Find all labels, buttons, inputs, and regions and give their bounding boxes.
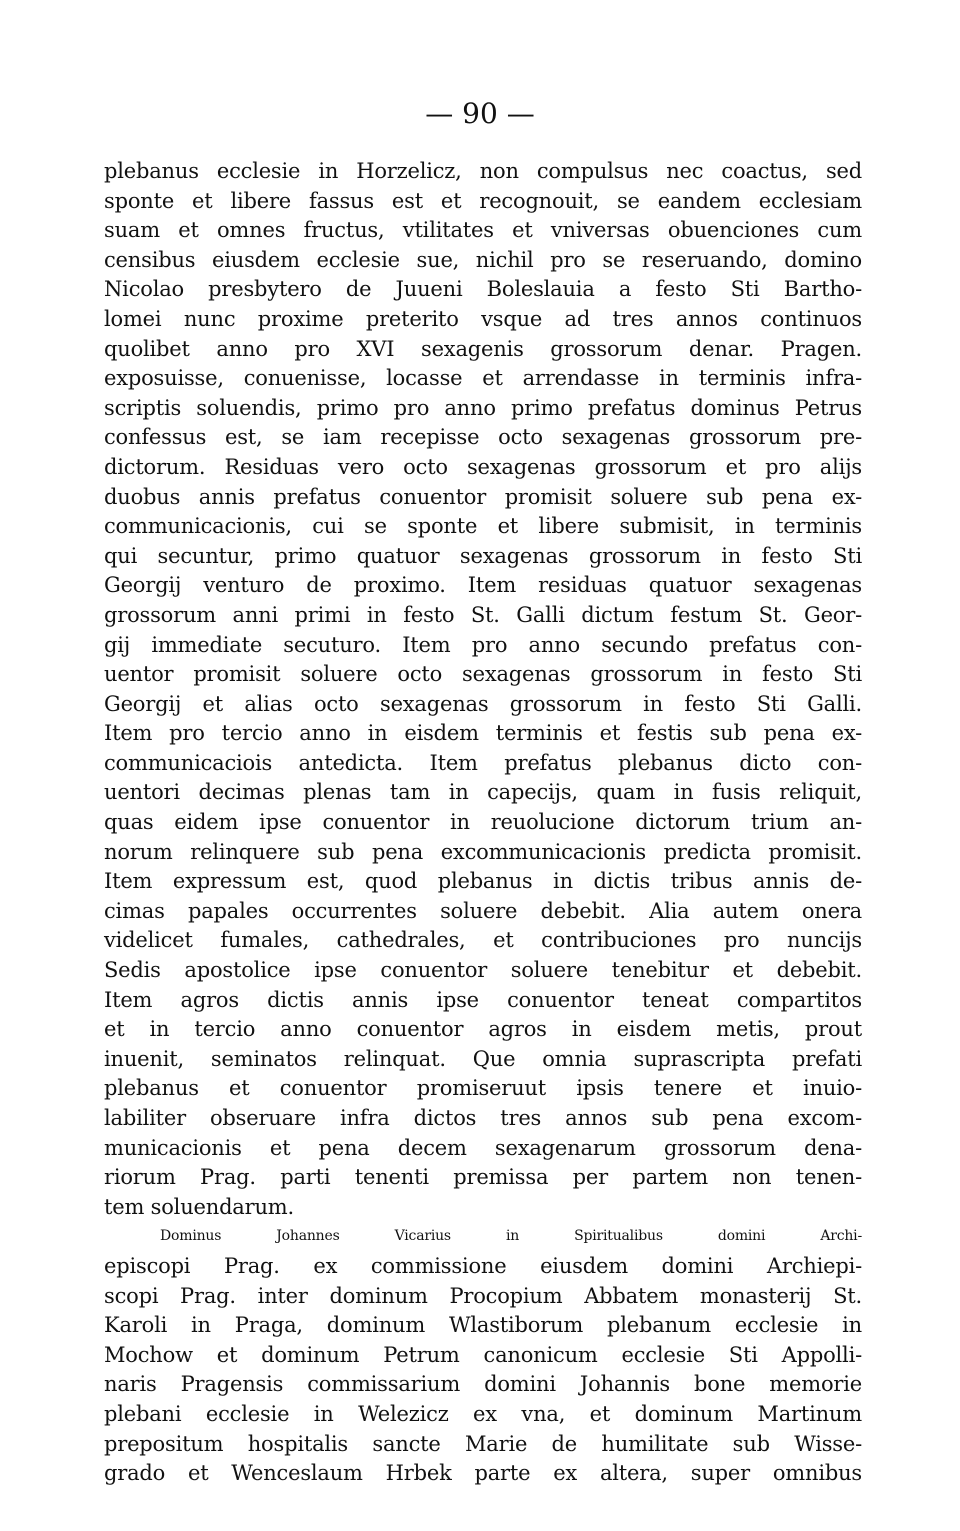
body-text xyxy=(104,157,862,1489)
text-line: plebanus et conuentor promiseruut ipsis tenere et inuio- xyxy=(104,1076,862,1101)
text-line: riorum Prag. parti tenenti premissa per partem non tenen- xyxy=(104,1165,862,1190)
text-line: gij immediate secuturo. Item pro anno secundo prefatus con- xyxy=(104,632,862,657)
page-number: — 90 — xyxy=(425,97,535,130)
text-line: communicaciois antedicta. Item prefatus plebanus dicto con- xyxy=(104,750,862,775)
text-line: labiliter obseruare infra dictos tres annos sub pena excom- xyxy=(104,1106,862,1130)
text-line: Dominus Johannes Vicarius in Spiritualibus domini Archi- xyxy=(160,1228,862,1245)
text-line: grado et Wenceslaum Hrbek parte ex altera, super omnibus xyxy=(104,1461,862,1486)
text-line: inuenit, seminatos relinquat. Que omnia suprascripta prefati xyxy=(104,1046,862,1071)
text-line: scriptis soluendis, primo pro anno primo prefatus dominus Petrus xyxy=(104,395,862,420)
text-line: Karoli in Praga, dominum Wlastiborum plebanum ecclesie in xyxy=(104,1313,862,1338)
text-line: et in tercio anno conuentor agros in eisdem metis, prout xyxy=(104,1017,862,1042)
text-line: plebani ecclesie in Welezicz ex vna, et dominum Martinum xyxy=(104,1401,862,1426)
text-line: uentori decimas plenas tam in capecijs, quam in fusis reliquit, xyxy=(104,780,862,805)
text-line: suam et omnes fructus, vtilitates et vniversas obuenciones cum xyxy=(104,218,862,243)
text-line: cimas papales occurrentes soluere debebit. Alia autem onera xyxy=(104,898,862,923)
text-line: scopi Prag. inter dominum Procopium Abbatem monasterij St. xyxy=(104,1283,862,1308)
text-line: lomei nunc proxime preterito vsque ad tres annos continuos xyxy=(104,306,862,331)
text-line: censibus eiusdem ecclesie sue, nichil pro se reseruando, domino xyxy=(104,247,862,272)
text-line: norum relinquere sub pena excommunicacionis predicta promisit. xyxy=(104,839,862,864)
text-line: qui secuntur, primo quatuor sexagenas grossorum in festo Sti xyxy=(104,543,862,568)
text-line: tem soluendarum. xyxy=(104,1194,294,1219)
text-line: uentor promisit soluere octo sexagenas grossorum in festo Sti xyxy=(104,662,862,687)
text-line: naris Pragensis commissarium domini Johannis bone memorie xyxy=(104,1372,862,1397)
text-line: duobus annis prefatus conuentor promisit soluere sub pena ex- xyxy=(104,484,862,509)
text-line: quolibet anno pro XVI sexagenis grossorum denar. Pragen. xyxy=(104,336,862,361)
text-line: dictorum. Residuas vero octo sexagenas grossorum et pro alijs xyxy=(104,454,862,479)
text-line: Georgij venturo de proximo. Item residuas quatuor sexagenas xyxy=(104,573,862,598)
text-line: Item pro tercio anno in eisdem terminis et festis sub pena ex- xyxy=(104,721,862,746)
text-line: confessus est, se iam recepisse octo sexagenas grossorum pre- xyxy=(104,425,862,450)
text-line: exposuisse, conuenisse, locasse et arrendasse in terminis infra- xyxy=(104,366,862,391)
text-line: Nicolao presbytero de Juueni Boleslauia a festo Sti Bartho- xyxy=(104,277,862,302)
text-line: episcopi Prag. ex commissione eiusdem domini Archiepi- xyxy=(104,1253,862,1278)
text-line: municacionis et pena decem sexagenarum grossorum dena- xyxy=(104,1135,862,1160)
text-line: plebanus ecclesie in Horzelicz, non compulsus nec coactus, sed xyxy=(104,159,862,183)
text-line: Item agros dictis annis ipse conuentor teneat compartitos xyxy=(104,987,862,1012)
text-line: Sedis apostolice ipse conuentor soluere tenebitur et debebit. xyxy=(104,958,862,983)
text-line: grossorum anni primi in festo St. Galli dictum festum St. Geor- xyxy=(104,602,862,627)
text-line: quas eidem ipse conuentor in reuolucione dictorum trium an- xyxy=(104,810,862,835)
text-line: Mochow et dominum Petrum canonicum ecclesie Sti Appolli- xyxy=(104,1342,862,1367)
text-line: communicacionis, cui se sponte et libere submisit, in terminis xyxy=(104,514,862,539)
text-line: prepositum hospitalis sancte Marie de humilitate sub Wisse- xyxy=(104,1431,862,1456)
text-line: sponte et libere fassus est et recognouit, se eandem ecclesiam xyxy=(104,188,862,213)
text-line: videlicet fumales, cathedrales, et contribuciones pro nuncijs xyxy=(104,928,862,953)
text-line: Item expressum est, quod plebanus in dictis tribus annis de- xyxy=(104,869,862,894)
text-line: Georgij et alias octo sexagenas grossorum in festo Sti Galli. xyxy=(104,691,862,716)
